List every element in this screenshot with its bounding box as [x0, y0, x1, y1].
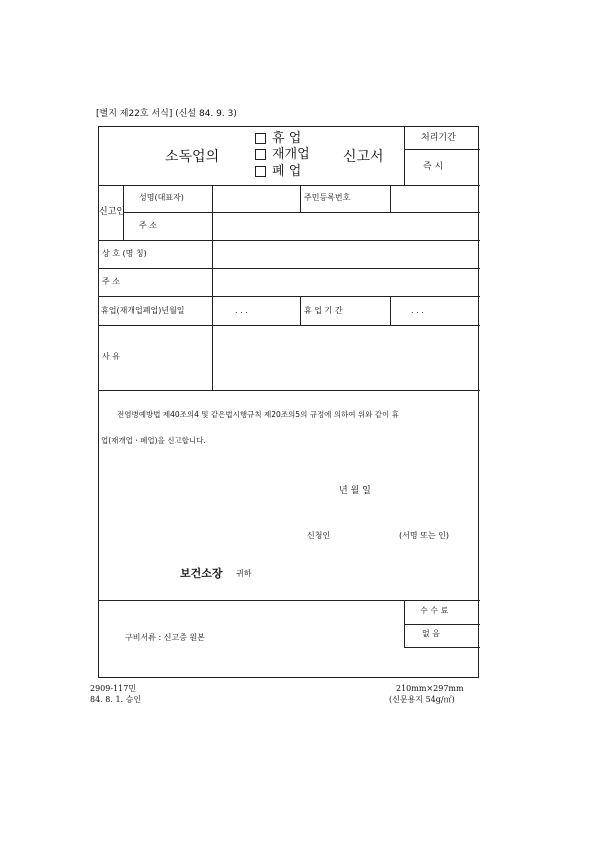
divider [404, 149, 480, 150]
location-label: 주 소 [102, 277, 120, 286]
divider [300, 296, 301, 325]
statement-line: 전염병예방법 제40조의4 및 같은법시행규칙 제20조의5의 규정에 의하여 위와 같이 휴 [117, 410, 399, 419]
option-suspend[interactable]: 휴 업 [255, 132, 301, 145]
approval-date: 84. 8. 1. 승인 [90, 695, 142, 704]
divider [300, 185, 301, 212]
business-name-label: 상 호 (명 칭) [102, 249, 147, 258]
date-label: 휴업(재개업폐업)년월일 [101, 306, 185, 315]
divider [99, 185, 480, 186]
date-field[interactable]: . . . [235, 306, 248, 315]
option-reopen[interactable]: 재개업 [255, 148, 310, 161]
signer-label: 신청인 [307, 531, 331, 540]
divider [404, 600, 405, 647]
signature-label: (서명 또는 인) [399, 531, 449, 540]
processing-label: 처리기간 [421, 133, 456, 143]
period-field[interactable]: . . . [411, 306, 424, 315]
paper-type: (신문용지 54g/㎡) [389, 695, 455, 704]
divider [123, 212, 480, 213]
divider [390, 296, 391, 325]
applicant-label: 신고인 [99, 207, 126, 217]
processing-value: 즉 시 [423, 162, 444, 172]
name-label: 성명(대표자) [139, 193, 184, 202]
recipient-suffix: 귀하 [236, 569, 252, 578]
divider [99, 390, 480, 391]
divider [99, 325, 480, 326]
divider [390, 185, 391, 212]
date-line: 년 월 일 [339, 486, 371, 496]
form-title-suffix: 신고서 [343, 149, 384, 165]
option-close[interactable]: 폐 업 [255, 165, 301, 178]
divider [404, 647, 480, 648]
checkbox-icon[interactable] [255, 133, 266, 144]
divider [99, 296, 480, 297]
resident-number-label: 주민등록번호 [304, 193, 351, 202]
divider [99, 240, 480, 241]
divider [99, 600, 480, 601]
period-label: 휴 업 기 간 [304, 306, 343, 315]
form-code: 2909-117민 [90, 684, 137, 693]
divider [212, 185, 213, 390]
recipient: 보건소장 [180, 567, 223, 580]
form-header-caption: [별지 제22호 서식] (신설 84. 9. 3) [96, 109, 237, 119]
attachments-note: 구비서류 : 신고증 원본 [125, 633, 205, 642]
divider [99, 268, 480, 269]
fee-label: 수 수 료 [420, 606, 449, 615]
fee-value: 없 음 [422, 629, 440, 638]
divider [404, 127, 405, 185]
reason-label: 사 유 [102, 352, 120, 361]
applicant-address-label: 주 소 [139, 221, 157, 230]
form-title-prefix: 소독업의 [165, 149, 220, 165]
divider [404, 624, 480, 625]
checkbox-icon[interactable] [255, 149, 266, 160]
paper-size: 210mm×297mm [396, 684, 464, 693]
checkbox-icon[interactable] [255, 166, 266, 177]
report-form [98, 126, 479, 678]
statement-line: 업(재개업ㆍ폐업)을 신고합니다. [101, 436, 206, 445]
